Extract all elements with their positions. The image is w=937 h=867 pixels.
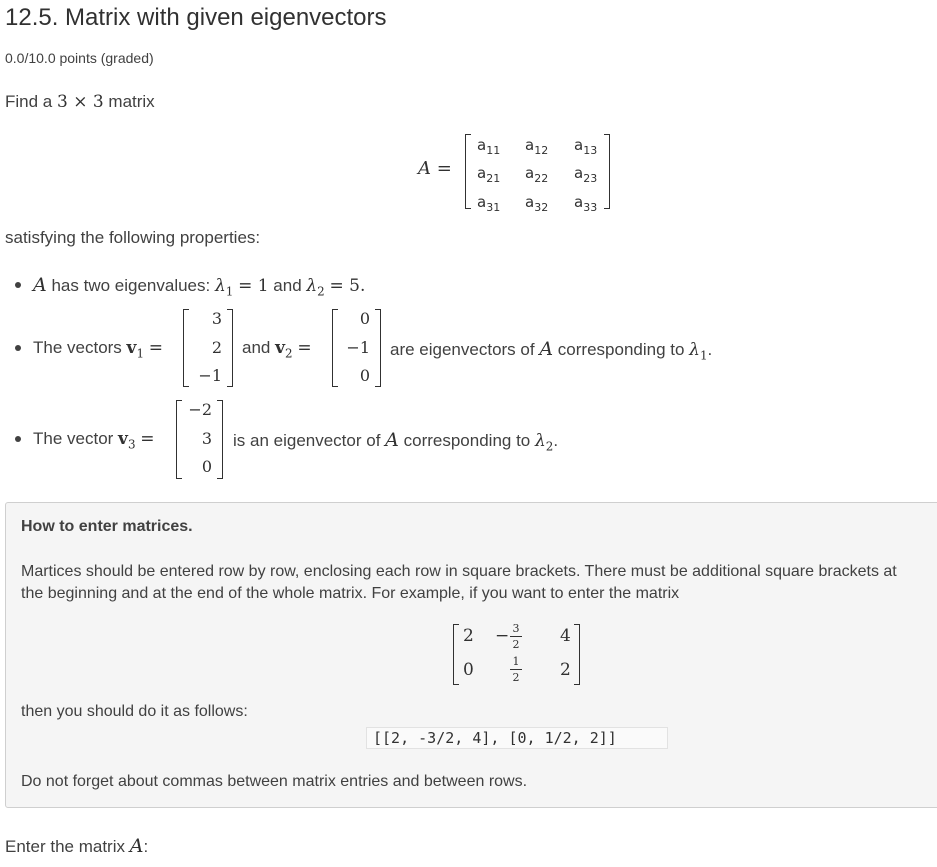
find-line bbox=[5, 92, 155, 112]
v2-symbol: v bbox=[275, 338, 285, 358]
lambda-1: λ bbox=[689, 340, 700, 360]
lambda-1: λ bbox=[214, 276, 226, 296]
fraction-numerator: 3 bbox=[512, 622, 520, 635]
satisfying-text: satisfying the following properties: bbox=[5, 228, 261, 247]
problem-title: 12.5. Matrix with given eigenvectors bbox=[5, 4, 387, 31]
v1-left-bracket bbox=[183, 309, 189, 387]
example-right-bracket bbox=[574, 624, 580, 685]
lambda-2-value: = 5. bbox=[329, 276, 366, 296]
p3-end: . bbox=[553, 431, 559, 450]
answer-colon: : bbox=[143, 837, 149, 856]
example-entry: 2 bbox=[560, 660, 571, 680]
example-entry: 0 bbox=[463, 660, 474, 680]
v1-equals: = bbox=[148, 338, 163, 358]
example-left-bracket bbox=[453, 624, 459, 685]
v3-equals: = bbox=[140, 429, 155, 449]
problem-points: 0.0/10.0 points (graded) bbox=[5, 50, 154, 66]
answer-prompt-text: Enter the matrix bbox=[5, 837, 125, 856]
v1-entry: 3 bbox=[211, 309, 222, 328]
p3-corresponding: corresponding to bbox=[403, 431, 531, 450]
v1-entry: −1 bbox=[198, 366, 222, 385]
v2-equals: = bbox=[297, 338, 312, 358]
help-line-1: Martices should be entered row by row, enclosing each row in square brackets. There must be additional square brackets at bbox=[21, 563, 897, 580]
find-suffix: matrix bbox=[108, 92, 155, 111]
fraction-numerator: 1 bbox=[512, 655, 520, 668]
matrix-A-right-bracket bbox=[604, 134, 610, 209]
p3-prefix-line: The vector $v_3$ = bbox=[33, 429, 155, 452]
bullet bbox=[15, 345, 21, 351]
example-fraction bbox=[510, 655, 522, 684]
a23: $a_{23}$ bbox=[574, 164, 598, 185]
bullet bbox=[15, 436, 21, 442]
p3-prefix: The vector bbox=[33, 429, 114, 448]
code-example: [[2, -3/2, 4], [0, 1/2, 2]] bbox=[366, 727, 668, 749]
p2-prefix: The vectors bbox=[33, 338, 122, 357]
p2-and-line: and $v_2$ = bbox=[242, 338, 312, 361]
v3-left-bracket bbox=[176, 400, 182, 479]
a21: $a_{21}$ bbox=[477, 164, 501, 185]
v3-entry: 3 bbox=[201, 429, 212, 448]
a32: $a_{32}$ bbox=[525, 193, 549, 214]
lambda-2: λ bbox=[306, 276, 318, 296]
matrix-A-left-bracket bbox=[465, 134, 471, 209]
v2-right-bracket bbox=[375, 309, 381, 387]
p2-end: . bbox=[707, 340, 713, 359]
v3-symbol: v bbox=[118, 429, 128, 449]
find-size: 3 × 3 bbox=[56, 92, 104, 112]
help-note: Do not forget about commas between matrix entries and between rows. bbox=[21, 773, 528, 790]
a33: $a_{33}$ bbox=[574, 193, 598, 214]
a13: $a_{13}$ bbox=[574, 136, 598, 157]
answer-prompt bbox=[5, 835, 148, 857]
A-symbol: A bbox=[385, 429, 399, 451]
help-heading: How to enter matrices. bbox=[21, 518, 193, 535]
a11: $a_{11}$ bbox=[477, 136, 501, 157]
p2-prefix-line: The vectors $v_1$ = bbox=[33, 338, 163, 361]
help-line-2: the beginning and at the end of the whole matrix. For example, if you want to enter the matrix bbox=[21, 585, 680, 602]
p2-and: and bbox=[242, 338, 271, 357]
v1-entry: 2 bbox=[211, 338, 222, 357]
v3-entry: 0 bbox=[201, 457, 212, 476]
A-equals bbox=[418, 158, 452, 179]
v1-symbol: v bbox=[126, 338, 137, 358]
v1-right-bracket bbox=[227, 309, 233, 387]
lambda-1-value: = 1 bbox=[238, 276, 269, 296]
find-prefix: Find a bbox=[5, 92, 53, 111]
example-fraction bbox=[510, 622, 522, 651]
p1-and: and bbox=[273, 276, 302, 295]
p2-corresponding: corresponding to bbox=[557, 340, 685, 359]
example-entry: 2 bbox=[463, 626, 474, 646]
p2-suffix-line: are eigenvectors of A corresponding to $\lambda_1$. bbox=[390, 338, 713, 363]
example-entry: 4 bbox=[560, 626, 571, 646]
help-box bbox=[5, 502, 937, 808]
v2-left-bracket bbox=[332, 309, 338, 387]
property-eigenvalues: A has two eigenvalues: $\lambda_1 = 1$ and $\lambda_2 = 5$. bbox=[33, 274, 366, 299]
fraction-denominator: 2 bbox=[512, 671, 520, 684]
a22: $a_{22}$ bbox=[525, 164, 549, 185]
p1-text: has two eigenvalues: bbox=[51, 276, 211, 295]
v2-entry: 0 bbox=[359, 309, 370, 328]
A-label: A = bbox=[418, 158, 452, 179]
A-symbol: A bbox=[33, 274, 47, 296]
bullet bbox=[15, 282, 21, 288]
fraction-denominator: 2 bbox=[512, 638, 520, 651]
lambda-2: λ bbox=[535, 431, 546, 451]
v2-entry: 0 bbox=[359, 366, 370, 385]
A-symbol: A bbox=[129, 835, 144, 857]
follow-text: then you should do it as follows: bbox=[21, 703, 248, 720]
A-symbol: A bbox=[539, 338, 554, 360]
v3-right-bracket bbox=[217, 400, 223, 479]
v2-entry: −1 bbox=[346, 338, 370, 357]
v3-entry: −2 bbox=[188, 400, 212, 419]
a31: $a_{31}$ bbox=[477, 193, 501, 214]
p2-suffix: are eigenvectors of bbox=[390, 340, 535, 359]
example-minus: − bbox=[495, 626, 510, 646]
p3-suffix: is an eigenvector of bbox=[233, 431, 381, 450]
p3-suffix-line: is an eigenvector of A corresponding to $\lambda_2$. bbox=[233, 429, 559, 454]
a12: $a_{12}$ bbox=[525, 136, 549, 157]
